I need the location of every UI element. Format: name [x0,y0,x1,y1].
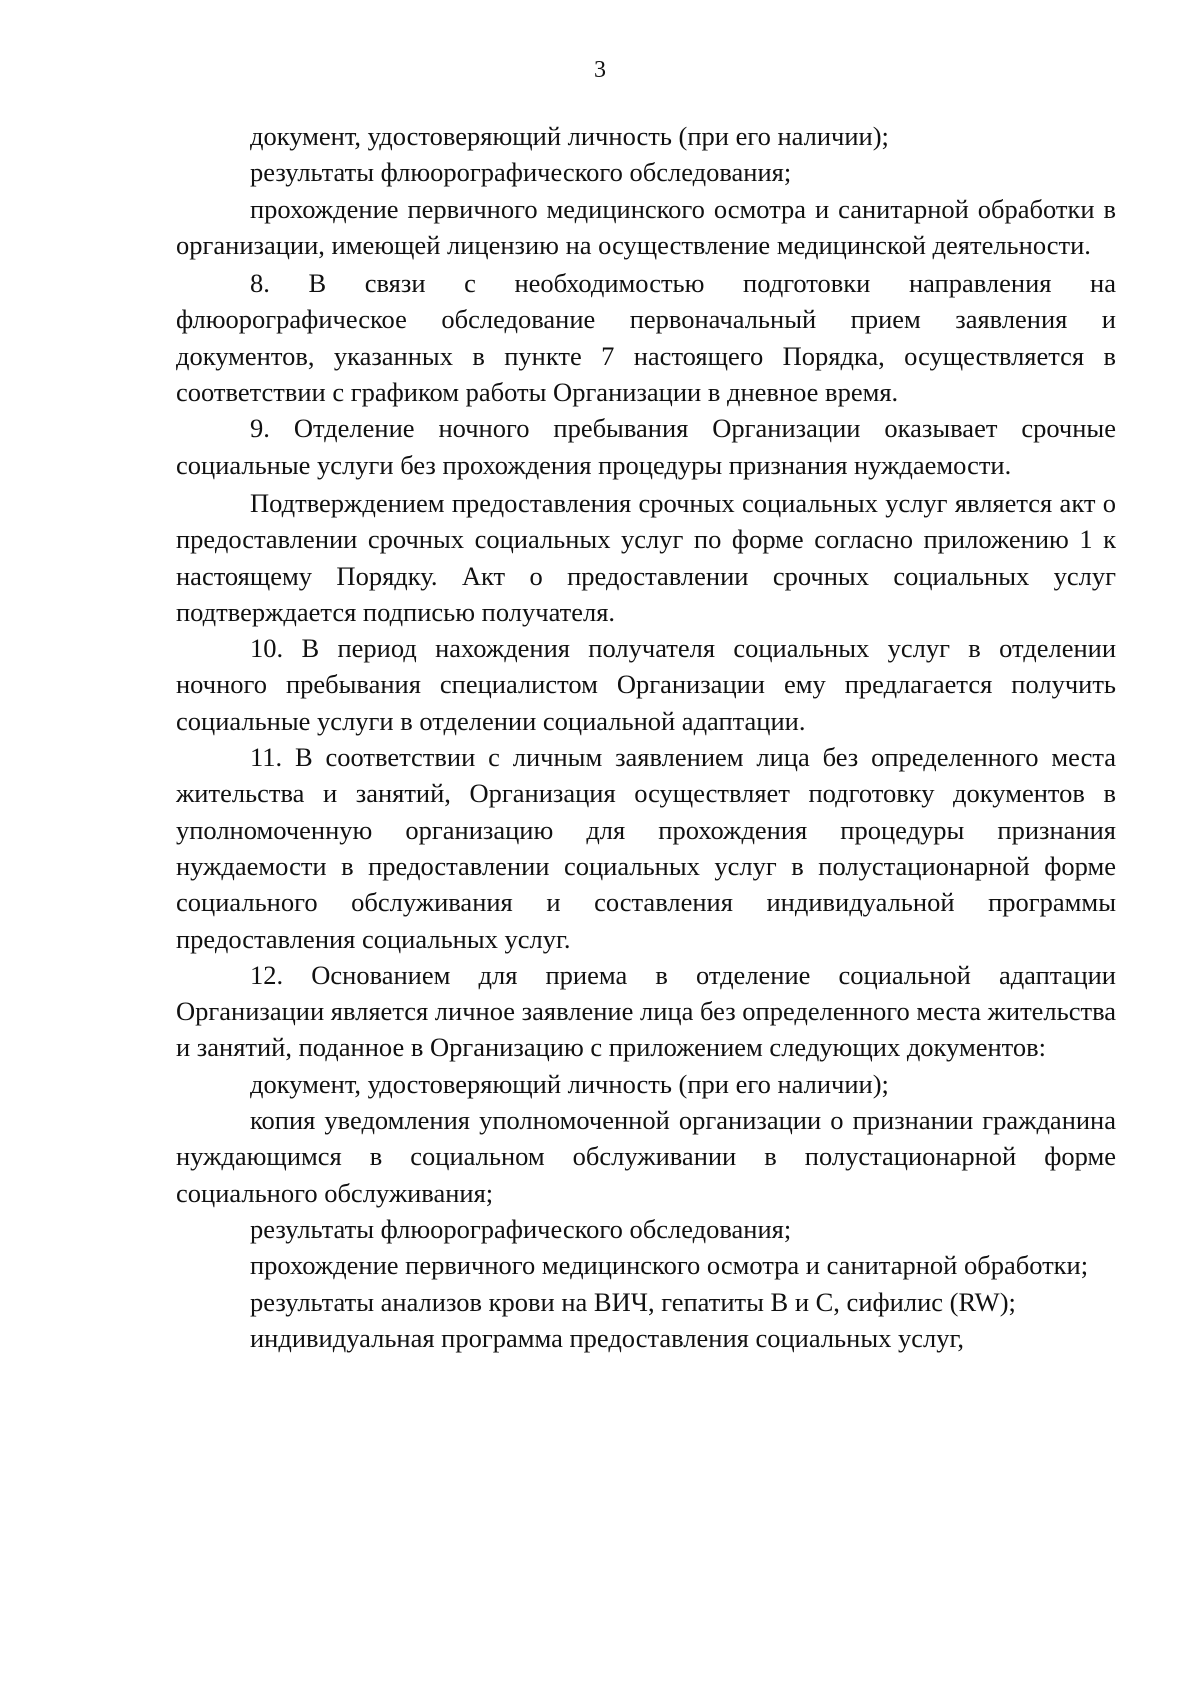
paragraph: 11. В соответствии с личным заявлением лица без определенного места жительства и занятий, Организация осуществляет подготовку документов в уполномоченную организацию для прохождения процедуры признания нуждаемости в предоставлении социальных услуг в полустационарной форме социального обслуживания и составления индивидуальной программы предоставления социальных услуг. [176,742,1116,954]
paragraph: 10. В период нахождения получателя социальных услуг в отделении ночного пребывания специалистом Организации ему предлагается получить социальные услуги в отделении социальной адаптации. [176,633,1116,736]
paragraph: 12. Основанием для приема в отделение социальной адаптации Организации является личное заявление лица без определенного места жительства и занятий, поданное в Организацию с приложением следующих документов: [176,959,1116,1063]
paragraph: индивидуальная программа предоставления социальных услуг, [250,1322,964,1353]
paragraph: 9. Отделение ночного пребывания Организации оказывает срочные социальные услуги без прохождения процедуры признания нуждаемости. [176,413,1116,480]
page-number: 3 [594,57,606,83]
paragraph: Подтверждением предоставления срочных социальных услуг является акт о предоставлении срочных социальных услуг по форме согласно приложению 1 к настоящему Порядку. Акт о предоставлении срочных социальных услуг подтверждается подписью получателя. [176,487,1116,627]
paragraph: результаты анализов крови на ВИЧ, гепатиты В и С, сифилис (RW); [250,1286,1016,1317]
paragraph: прохождение первичного медицинского осмотра и санитарной обработки в организации, имеющей лицензию на осуществление медицинской деятельности. [176,193,1116,260]
paragraph: документ, удостоверяющий личность (при его наличии); [250,121,889,151]
paragraph: прохождение первичного медицинского осмотра и санитарной обработки; [250,1250,1089,1281]
paragraph: документ, удостоверяющий личность (при его наличии); [250,1068,889,1099]
document-body [176,118,1116,1356]
paragraph: 8. В связи с необходимостью подготовки направления на флюорографическое обследование первоначальный прием заявления и документов, указанных в пункте 7 настоящего Порядка, осуществляется в соответствии с графиком работы Организации в дневное время. [176,268,1116,408]
paragraph: копия уведомления уполномоченной организации о признании гражданина нуждающимся в социальном обслуживании в полустационарной форме социального обслуживания; [176,1105,1116,1208]
paragraph: результаты флюорографического обследования; [250,157,792,188]
paragraph: результаты флюорографического обследования; [250,1213,792,1244]
